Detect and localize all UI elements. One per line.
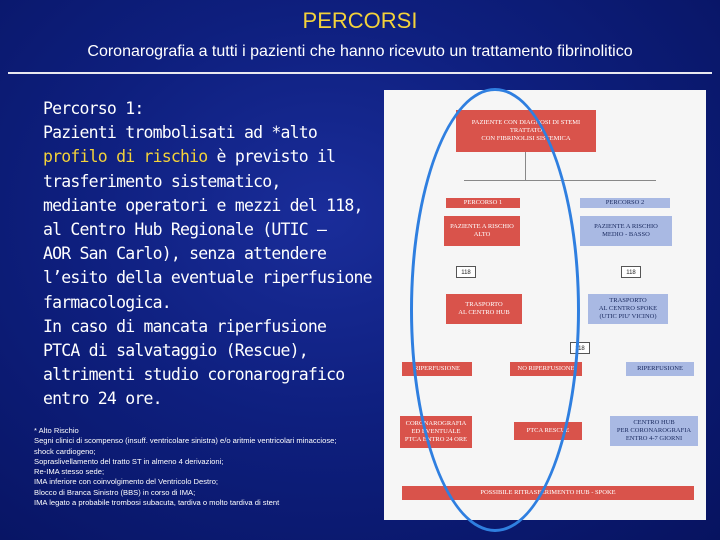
- body-line: In caso di mancata riperfusione: [43, 316, 327, 336]
- box-text: CORONAROGRAFIA: [405, 420, 467, 427]
- risk-notes: [34, 426, 374, 508]
- highlight-ellipse: [410, 88, 580, 532]
- box-text: PAZIENTE A RISCHIO: [594, 223, 658, 230]
- riperfusione-right-box: [626, 362, 694, 376]
- body-line: al Centro Hub Regionale (UTIC –: [43, 220, 327, 240]
- body-line: mediante operatori e mezzi del 118,: [43, 195, 363, 215]
- ambulance-118-tag: 118: [456, 266, 476, 278]
- box-text: MEDIO - BASSO: [602, 231, 650, 238]
- box-text: NO RIPERFUSIONE: [517, 365, 575, 372]
- box-text: TRATTATO: [509, 127, 543, 134]
- box-text: ENTRO 4-7 GIORNI: [625, 435, 683, 442]
- box-text: CENTRO HUB: [633, 419, 675, 426]
- body-line-rest: è previsto il: [207, 147, 336, 167]
- note-line: IMA inferiore con coinvolgimento del Ventricolo Destro;: [34, 477, 219, 487]
- box-text: ED EVENTUALE: [411, 428, 461, 435]
- body-line: farmacologica.: [43, 292, 171, 312]
- body-line: entro 24 ore.: [43, 389, 162, 409]
- body-line: Percorso 1:: [43, 99, 144, 118]
- note-line: * Alto Rischio: [34, 426, 79, 435]
- box-text: PAZIENTE A RISCHIO: [450, 223, 514, 230]
- transport-spoke-box: [588, 294, 668, 324]
- mid-risk-box: [580, 216, 672, 246]
- ambulance-118-tag: 118: [570, 342, 590, 354]
- note-line: IMA legato a probabile trombosi subacuta, tardiva o molto tardiva di stent: [34, 498, 280, 508]
- body-line: Pazienti trombolisati ad *alto: [43, 123, 318, 143]
- percorso-2-box: [580, 198, 670, 208]
- body-line: [43, 145, 383, 169]
- box-text: PERCORSO 1: [463, 199, 503, 206]
- body-line: altrimenti studio coronarografico: [43, 365, 345, 385]
- body-line: AOR San Carlo), senza attendere: [43, 244, 327, 264]
- box-text: ALTO: [473, 231, 491, 238]
- highlight-risk-profile: profilo di rischio: [43, 147, 208, 167]
- box-text: PERCORSO 2: [605, 199, 645, 206]
- title-divider: [8, 72, 712, 74]
- box-text: (UTIC PIU' VICINO): [599, 313, 657, 320]
- box-text: PAZIENTE CON DIAGNOSI DI STEMI: [471, 119, 581, 126]
- note-line: Segni clinici di scompenso (insuff. ventricolare sinistra) e/o aritmie ventricolari minacciose;: [34, 436, 337, 446]
- percorso-description: [43, 97, 383, 412]
- note-line: Re-IMA stesso sede;: [34, 467, 105, 477]
- slide-title: PERCORSI: [302, 8, 418, 33]
- box-text: AL CENTRO SPOKE: [598, 305, 658, 312]
- note-line: shock cardiogeno;: [34, 446, 96, 456]
- box-text: AL CENTRO HUB: [458, 309, 510, 316]
- centro-hub-box: [610, 416, 698, 446]
- slide-subtitle: Coronarografia a tutti i pazienti che hanno ricevuto un trattamento fibrinolitico: [87, 43, 633, 60]
- box-text: POSSIBILE RITRASFERIMENTO HUB - SPOKE: [480, 489, 616, 496]
- box-text: TRASPORTO: [609, 297, 647, 304]
- box-text: TRASPORTO: [465, 301, 503, 308]
- box-text: PER CORONAROGRAFIA: [616, 427, 692, 434]
- body-line: PTCA di salvataggio (Rescue),: [43, 341, 308, 361]
- box-text: PTCA RESCUE: [526, 427, 570, 434]
- box-text: RIPERFUSIONE: [414, 365, 460, 372]
- box-text: RIPERFUSIONE: [637, 365, 683, 372]
- box-text: PTCA ENTRO 24 ORE: [404, 436, 468, 443]
- ambulance-118-tag: 118: [621, 266, 641, 278]
- note-line: Blocco di Branca Sinistro (BBS) in corso di IMA;: [34, 487, 196, 497]
- body-line: l’esito della eventuale riperfusione: [43, 268, 372, 288]
- note-line: Sopraslivellamento del tratto ST in almeno 4 derivazioni;: [34, 456, 224, 466]
- body-line: trasferimento sistematico,: [43, 171, 281, 191]
- box-text: CON FIBRINOLISI SISTEMICA: [481, 135, 571, 142]
